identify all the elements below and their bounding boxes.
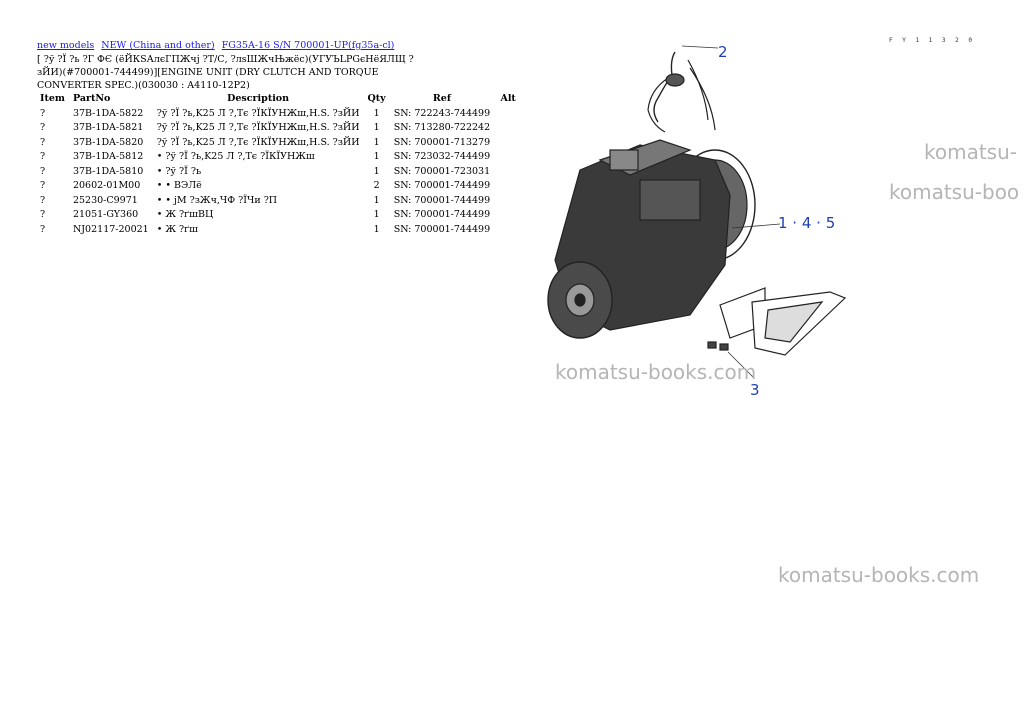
cell-alt (494, 150, 522, 165)
header-partno: PartNo (72, 93, 111, 104)
cell-alt (494, 106, 522, 121)
cell-ref: SN: 700001-744499 (393, 209, 491, 221)
table-row (34, 135, 522, 150)
cell-item: ? (40, 107, 46, 119)
cell-description: • • ВЭЛё (156, 180, 202, 192)
header-qty: Qty (367, 93, 386, 104)
cell-qty: 1 (373, 194, 380, 206)
cell-partno: 37B-1DA-5812 (72, 151, 144, 163)
cell-ref: SN: 700001-744499 (393, 194, 491, 206)
cell-qty: 1 (373, 122, 380, 134)
watermark-4: komatsu-books.com (778, 563, 980, 587)
table-header-row (34, 91, 522, 106)
cell-partno: 37B-1DA-5820 (72, 136, 144, 148)
watermark-1: komatsu- (924, 140, 1017, 164)
table-row (34, 222, 522, 237)
callout-3: 3 (750, 381, 760, 399)
cell-ref: SN: 700001-713279 (393, 136, 491, 148)
cell-description: • ?ў ?Ї ?ь,K25 Л ?,Тє ?ЇКЇУНЖш (156, 151, 315, 163)
cell-ref: SN: 700001-723031 (393, 165, 491, 177)
breadcrumb-china-link[interactable]: NEW (China and other) (101, 40, 215, 51)
cell-ref: SN: 700001-744499 (393, 223, 491, 235)
figure-code: F Y 1 1 3 2 0 (889, 37, 975, 44)
table-row (34, 150, 522, 165)
cell-ref: SN: 722243-744499 (393, 107, 491, 119)
cell-alt (494, 135, 522, 150)
cell-item: ? (40, 180, 46, 192)
table-row (34, 208, 522, 223)
header-alt: Alt (500, 93, 516, 104)
breadcrumb-model-link[interactable]: FG35A-16 S/N 700001-UP(fg35a-cl) (221, 40, 395, 51)
callout-2: 2 (718, 43, 728, 61)
table-row (34, 164, 522, 179)
cell-item: ? (40, 122, 46, 134)
cell-partno: NJ02117-20021 (72, 223, 149, 235)
cell-partno: 25230-C9971 (72, 194, 138, 206)
page-title: [ ?ў ?Ї ?ь ?Г ФЄ (ёЙКSАлєГПЖчј ?Т/С, ?лѕШЖчЊжёс)(УГУЪLPGєНёЯЛЩ ?зЙИ)(#700001-744499)][ENGINE UNIT (DRY CLUTCH AND TORQUE CONVERTER SPEC.)(030030 : A4110-12P2) (37, 54, 414, 91)
watermark-3: komatsu-books.com (555, 360, 757, 384)
header-item: Item (40, 93, 65, 104)
header-ref: Ref (432, 93, 451, 104)
cell-item: ? (40, 194, 46, 206)
cell-item: ? (40, 151, 46, 163)
cell-alt (494, 208, 522, 223)
cell-item: ? (40, 165, 46, 177)
cell-ref: SN: 723032-744499 (393, 151, 491, 163)
cell-qty: 2 (373, 180, 380, 192)
cell-partno: 21051-GY360 (72, 209, 139, 221)
cell-alt (494, 121, 522, 136)
cell-description: • Ж ?ґшВЦ (156, 209, 214, 221)
cell-description: • ?ў ?Ї ?ь (156, 165, 202, 177)
cell-description: ?ў ?Ї ?ь,K25 Л ?,Тє ?ЇКЇУНЖш,H.S. ?зЙИ (156, 107, 360, 119)
cell-alt (494, 222, 522, 237)
table-row (34, 193, 522, 208)
cell-ref: SN: 700001-744499 (393, 180, 491, 192)
cell-qty: 1 (373, 223, 380, 235)
engine-diagram (540, 30, 870, 400)
cell-partno: 20602-01M00 (72, 180, 141, 192)
cell-description: • • јМ ?зЖч,ЧФ ?ЇЧи ?П (156, 194, 278, 206)
cell-qty: 1 (373, 136, 380, 148)
parts-table (34, 91, 522, 237)
cell-qty: 1 (373, 151, 380, 163)
breadcrumb (37, 40, 398, 51)
cell-qty: 1 (373, 209, 380, 221)
cell-ref: SN: 713280-722242 (393, 122, 491, 134)
cell-item: ? (40, 223, 46, 235)
cell-item: ? (40, 136, 46, 148)
cell-qty: 1 (373, 165, 380, 177)
cell-partno: 37B-1DA-5810 (72, 165, 144, 177)
callout-1-4-5: 1 · 4 · 5 (778, 214, 836, 232)
header-description: Description (227, 93, 290, 104)
cell-description: ?ў ?Ї ?ь,K25 Л ?,Тє ?ЇКЇУНЖш,H.S. ?зЙИ (156, 136, 360, 148)
cell-item: ? (40, 209, 46, 221)
cell-alt (494, 164, 522, 179)
table-row (34, 121, 522, 136)
cell-description: • Ж ?ґш (156, 223, 198, 235)
table-row (34, 106, 522, 121)
table-row (34, 179, 522, 194)
watermark-2: komatsu-boo (889, 180, 1020, 204)
cell-qty: 1 (373, 107, 380, 119)
cell-partno: 37B-1DA-5821 (72, 122, 144, 134)
cell-alt (494, 193, 522, 208)
breadcrumb-new-models-link[interactable]: new models (37, 40, 95, 51)
cell-partno: 37B-1DA-5822 (72, 107, 144, 119)
cell-description: ?ў ?Ї ?ь,K25 Л ?,Тє ?ЇКЇУНЖш,H.S. ?зЙИ (156, 122, 360, 134)
cell-alt (494, 179, 522, 194)
